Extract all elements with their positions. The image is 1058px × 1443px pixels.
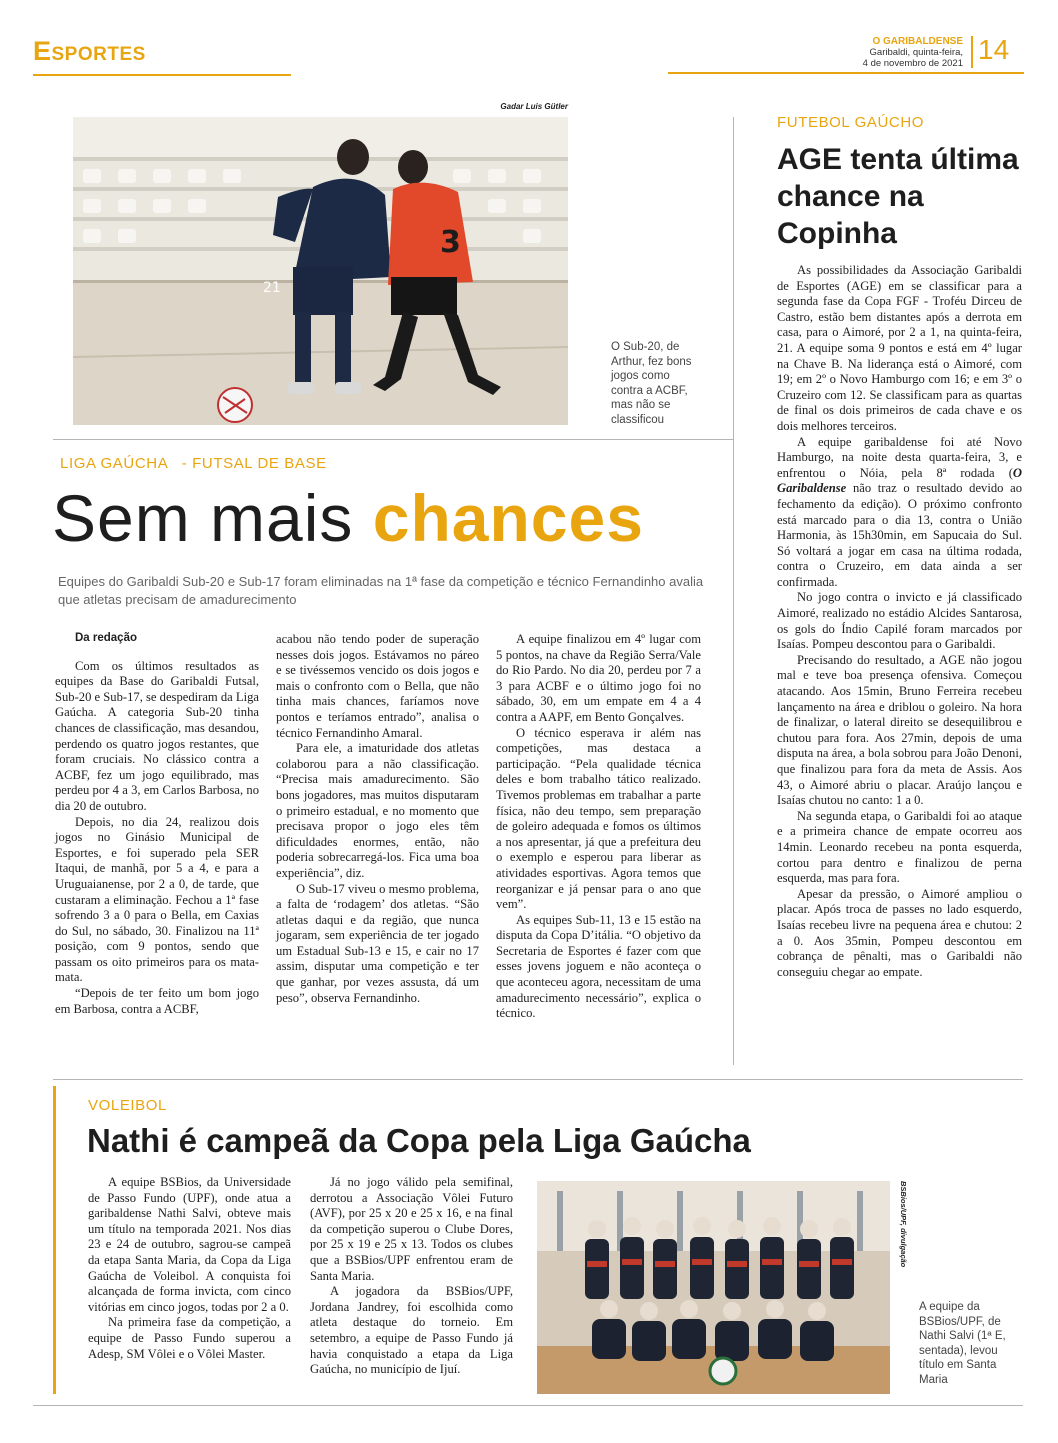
newspaper-name: O Garibaldense	[777, 465, 1022, 496]
paragraph: O técnico esperava ir além nas competições, mas destaca a participação. “Pela qualidade técnica deles e bom trabalho tático realizado. Tivemos problemas em trabalhar a parte física, não deu tempo, sem preparação de goleiro adequada e fomos os últimos a nos apresentar, já que a prefeitura deu o exemplo e esperou para liberar as atividades esportivas. Agora temos que reorganizar e já pensar para o ano que vem”.	[496, 725, 701, 912]
paragraph: A equipe BSBios, da Universidade de Passo Fundo (UPF), onde atua a garibaldense Nathi Salvi, obteve mais um título na temporada 2021. Nos dias 23 e 24 de outubro, sagrou-se campeã da etapa Santa Maria, da Copa da Liga Gaúcha de Voleibol. A conquista foi alcançada de forma invicta, com cinco vitórias em cinco jogos, todas por 2 a 0.	[88, 1175, 291, 1314]
volley-top-rule	[53, 1079, 1023, 1080]
photo-bottom-rule	[53, 439, 733, 440]
volley-column-2	[310, 1175, 513, 1378]
byline: Da redação	[75, 632, 138, 644]
page-bottom-rule	[33, 1405, 1023, 1406]
main-subtitle: Equipes do Garibaldi Sub-20 e Sub-17 foram eliminadas na 1ª fase da competição e técnico Fernandinho avalia que atletas precisam de amadurecimento	[58, 574, 704, 607]
paragraph: Com os últimos resultados as equipes da Base do Garibaldi Futsal, Sub-20 e Sub-17, se despediram da Liga Gaúcha. A categoria Sub-20 tinha chances de classificação, mas desandou, perdendo os quatro jogos restantes, que foram cruciais. No clássico contra a ACBF, fez um jogo equilibrado, mas perdeu por 4 a 3, em Carlos Barbosa, no dia 20 de outubro.	[55, 658, 259, 813]
masthead-city-day: Garibaldi, quinta-feira,	[869, 47, 963, 58]
photo-caption: O Sub-20, de Arthur, fez bons jogos como contra a ACBF, mas não se classificou	[611, 341, 692, 426]
column-rule-main	[733, 117, 734, 1065]
volley-column-1	[88, 1175, 291, 1362]
volley-headline: Nathi é campeã da Copa pela Liga Gaúcha	[87, 1122, 751, 1159]
photo-credit: Gadar Luis Gütler	[500, 102, 568, 111]
paragraph: As equipes Sub-11, 13 e 15 estão na disputa da Copa D’itália. “O objetivo da Secretaria de Esportes é fazer com que esses jovens joguem e não aconteça o que aconteceu agora, necessitam de uma amadurecimento necessário”, explica o técnico.	[496, 912, 701, 1021]
section-underline	[33, 74, 291, 76]
main-kicker: LIGA GAÚCHA - FUTSAL DE BASE	[60, 455, 327, 472]
paragraph: A equipe finalizou em 4º lugar com 5 pontos, na chave da Região Serra/Vale do Rio Pardo. No dia 20, perdeu por 7 a 3 para ACBF e o último jogo foi no sábado, 30, em um empate em 4 a 4 contra a AAPF, em Bento Gonçalves.	[496, 632, 701, 724]
volley-photo-caption: A equipe da BSBios/UPF, de Nathi Salvi (1ª E, sentada), levou título em Santa Maria	[919, 1301, 1006, 1386]
side-column	[777, 263, 1022, 980]
paragraph: Já no jogo válido pela semifinal, derrotou a Associação Vôlei Futuro (AVF), por 25 x 20 e 25 x 16, e na final da competição superou o Clube Dores, por 25 x 19 e 25 x 13. Todos os clubes que a BSBios/UPF enfrentou eram de Santa Maria.	[310, 1175, 513, 1283]
paragraph: acabou não tendo poder de superação nesses dois jogos. Estávamos no páreo e se tivéssemos vencido os dois jogos e mais o confronto com o Bella, que não tinha mais chances, faríamos nove pontos e teríamos entrado”, analisa o técnico Fernandinho Amaral.	[276, 632, 479, 740]
masthead-divider	[971, 36, 973, 68]
side-headline: AGE tenta última chance na Copinha	[777, 143, 1019, 250]
paragraph: A equipe garibaldense foi até Novo Hamburgo, na noite desta quarta-feira, 3, e enfrentou o Nóia, pela 8ª rodada (O Garibaldense não traz o resultado devido ao fechamento da edição). O próximo confronto está marcado para o dia 13, contra o União Harmonia, às 15h30min, em Sapucaia do Sul. Só voltará a jogar em casa na última rodada, contra o Cruzeiro, em data ainda a ser confirmada.	[777, 434, 1022, 589]
volleyball-team-photo	[537, 1181, 890, 1394]
volley-photo-credit: BSBios/UPF, divulgação	[899, 1181, 908, 1268]
main-column-2	[276, 632, 479, 1006]
paragraph: Depois, no dia 24, realizou dois jogos no Ginásio Municipal de Esportes, e foi superado pela SER Itaqui, de manhã, por 5 a 4, e para a Uruguaianense, por 2 a 0, de tarde, que custaram a eliminação. Fechou a 1ª fase sofrendo 3 a 0 para o Bella, em Caxias do Sul, no sábado, 30. Finalizou na 11ª posição, com 9 pontos, sendo que passam os oito primeiros para os mata-mata.	[55, 814, 259, 985]
masthead-name: O GARIBALDENSE	[872, 36, 963, 47]
paragraph: O Sub-17 viveu o mesmo problema, a falta de ‘rodagem’ dos atletas. “São atletas daqui e da região, que nunca jogaram, sem experiência de ter jogado um Estadual Sub-13 e 15, e cair no 17 assim, disputar uma competição e ter que ganhar, por vezes assusta, dá um peso”, observa Fernandinho.	[276, 881, 479, 1005]
paragraph: Apesar da pressão, o Aimoré ampliou o placar. Após troca de passes no lado esquerdo, Isaías recebeu livre na pequena área e chutou: 2 a 0. Aos 35min, Pompeu descontou em cobrança de pênalti, mas o Garibaldi não conseguiu chegar ao empate.	[777, 886, 1022, 979]
headline-part-1: Sem mais	[52, 481, 373, 555]
jersey-number-left: 21	[263, 280, 281, 296]
headline-part-2: chances	[372, 481, 644, 555]
paragraph: A jogadora da BSBios/UPF, Jordana Jandrey, foi escolhida como atleta destaque do torneio. Em setembro, a equipe de Passo Fundo já havia conquistado a etapa da Liga Gaúcha, no município de Ijuí.	[310, 1284, 513, 1377]
paragraph: Na primeira fase da competição, a equipe de Passo Fundo superou a Adesp, SM Vôlei e o Vôlei Master.	[88, 1315, 291, 1361]
paragraph: Precisando do resultado, a AGE não jogou mal e teve boa presença ofensiva. Começou atacando. Aos 15min, Bruno Ferreira recebeu lançamento na área e driblou o goleiro. Na hora de finalizar, o lateral direito se desequilibrou e chutou para fora. Aos 27min, depois de uma disputa na área, a bola sobrou para João Denoni, que finalizou para fora da meta de Assis. Aos 43, o Aimoré abriu o placar. Araújo lançou e Isaías chutou no canto: 1 a 0.	[777, 652, 1022, 808]
volley-side-bar	[53, 1086, 56, 1394]
main-column-1	[55, 631, 259, 1017]
side-kicker: FUTEBOL GAÚCHO	[777, 114, 925, 131]
page-number: 14	[978, 34, 1010, 65]
paragraph: No jogo contra o invicto e já classificado Aimoré, realizado no estádio Alcides Santarosa, os gols do Índio Capilé foram marcados por Isaías. Pompeu descontou para o Garibaldi.	[777, 590, 1022, 652]
paragraph: As possibilidades da Associação Garibaldi de Esportes (AGE) em se classificar para a segunda fase da Copa FGF - Troféu Dirceu de Castro, estão bem distantes após a derrota em casa, para o Aimoré, por 2 a 1, na quinta-feira, 21. A equipe soma 9 pontos e está em 4º lugar na Chave B. Na liderança está o Aimoré, com 19; em 2º o Novo Hamburgo com 16; e em 3º o Cruzeiro com 12. Se classificam para as quartas de final os dois primeiros de cada chave e os dois melhores terceiros.	[777, 263, 1022, 433]
paragraph: “Depois de ter feito um bom jogo em Barbosa, contra a ACBF,	[55, 986, 259, 1016]
masthead-date: 4 de novembro de 2021	[862, 58, 963, 69]
jersey-number-right: 3	[440, 225, 461, 260]
paragraph: Na segunda etapa, o Garibaldi foi ao ataque e a primeira chance de empate ocorreu aos 14min. Leonardo recebeu na ponta esquerda, cortou para dentro e finalizou de perna esquerda, mas para fora.	[777, 808, 1022, 886]
futsal-photo	[73, 117, 568, 425]
main-column-3	[496, 632, 701, 1022]
section-title: Esportes	[33, 36, 146, 66]
main-headline	[52, 470, 732, 566]
masthead-underline	[668, 72, 1024, 74]
volley-kicker: VOLEIBOL	[88, 1097, 168, 1114]
paragraph: Para ele, a imaturidade dos atletas colaborou para a não classificação. “Precisa mais amadurecimento. São bons jogadores, mas muitos disputaram o primeiro estadual, e no momento que precisava propor o jogo eles têm dificuldades enormes, então, não poderia sobrecarregá-los. Fica uma boa experiência”, diz.	[276, 741, 479, 880]
